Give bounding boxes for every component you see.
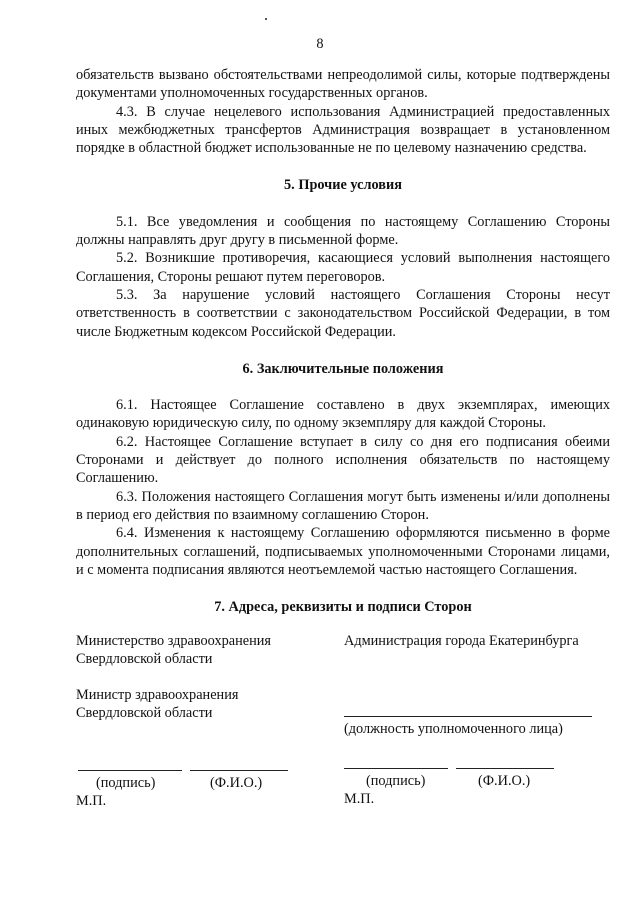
scan-speck [265, 18, 267, 20]
paragraph-4-3: 4.3. В случае нецелевого использования Администрацией предоставленных иных межбюджетных трансфертов Администрация возвращает в установленном порядке в областной бюджет использованные не по целевому назначению средства. [76, 103, 610, 157]
page-number: 8 [316, 36, 324, 52]
paragraph-continuation: обязательств вызвано обстоятельствами непреодолимой силы, которые подтверждены документами уполномоченных государственных органов. [76, 67, 610, 102]
signature-block [76, 632, 610, 832]
left-name-line [190, 770, 288, 771]
section-7-heading: 7. Адреса, реквизиты и подписи Сторон [214, 599, 472, 616]
right-position-line [344, 716, 592, 717]
right-position-label: (должность уполномоченного лица) [344, 721, 563, 737]
right-stamp-label: М.П. [344, 791, 375, 807]
right-org: Администрация города Екатеринбурга [344, 633, 579, 649]
right-signature-label: (подпись) [366, 773, 426, 789]
left-signature-line [78, 770, 182, 771]
paragraph-6-3: 6.3. Положения настоящего Соглашения могут быть изменены и/или дополнены в период его действия по взаимному соглашению Сторон. [76, 488, 610, 523]
left-org-line2: Свердловской области [76, 651, 213, 667]
paragraph-5-1: 5.1. Все уведомления и сообщения по настоящему Соглашению Стороны должны направлять друг другу в письменной форме. [76, 213, 610, 249]
document-body [76, 66, 610, 616]
paragraph-5-3: 5.3. За нарушение условий настоящего Соглашения Стороны несут ответственность в соответствии с законодательством Российской Федерации, в том числе Бюджетным кодексом Российской Федерации. [76, 286, 610, 340]
right-name-line [456, 768, 554, 769]
right-name-label: (Ф.И.О.) [478, 773, 531, 789]
left-position-line1: Министр здравоохранения [76, 687, 239, 703]
paragraph-5-2: 5.2. Возникшие противоречия, касающиеся условий выполнения настоящего Соглашения, Стороны решают путем переговоров. [76, 250, 610, 285]
paragraph-6-4: 6.4. Изменения к настоящему Соглашению оформляются письменно в форме дополнительных соглашений, подписываемых уполномоченными Сторонами лицами, и с момента подписания являются неотъемлемой частью настоящего Соглашения. [76, 525, 610, 578]
right-signature-line [344, 768, 448, 769]
left-stamp-label: М.П. [76, 793, 107, 809]
paragraph-6-2: 6.2. Настоящее Соглашение вступает в силу со дня его подписания обеими Сторонами и действует до полного исполнения обязательств по настоящему Соглашению. [76, 433, 610, 487]
left-position-line2: Свердловской области [76, 705, 213, 721]
left-name-label: (Ф.И.О.) [210, 775, 263, 791]
paragraph-6-1: 6.1. Настоящее Соглашение составлено в двух экземплярах, имеющих одинаковую юридическую силу, по одному экземпляру для каждой Стороны. [76, 397, 610, 432]
left-org-line1: Министерство здравоохранения [76, 633, 271, 649]
section-5-heading: 5. Прочие условия [284, 177, 402, 194]
left-signature-label: (подпись) [96, 775, 156, 791]
section-6-heading: 6. Заключительные положения [242, 360, 444, 377]
